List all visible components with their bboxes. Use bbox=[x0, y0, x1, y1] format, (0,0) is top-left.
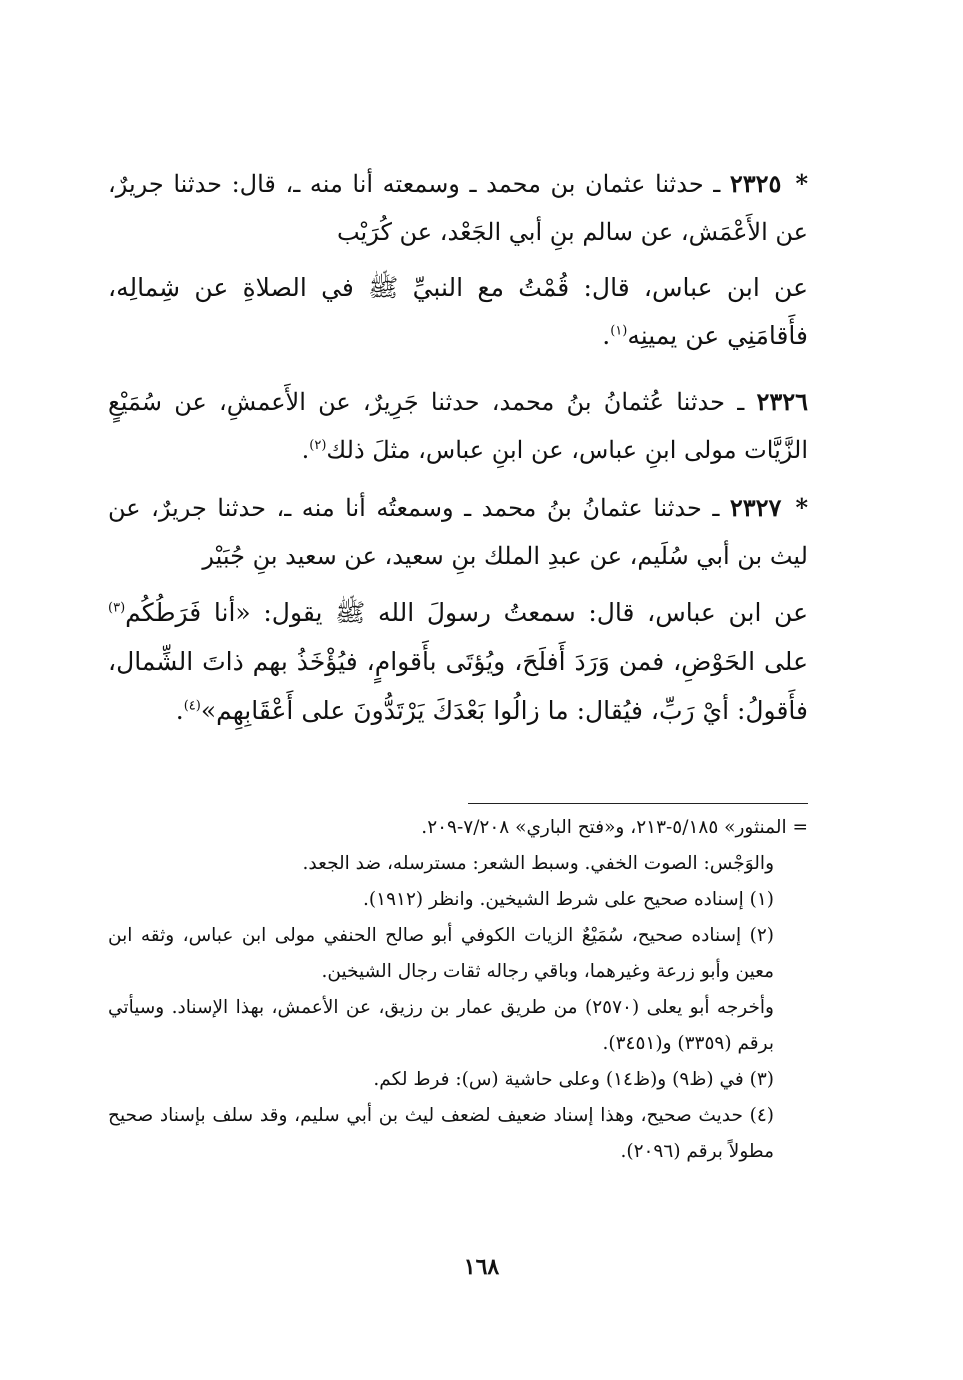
hadith-number: ٢٣٢٦ bbox=[756, 387, 808, 416]
hadith-text: ـ حدثنا عُثمانُ بنُ محمد، حدثنا جَرِيرٌ، عن الأَعمشِ، عن سُمَيْعٍ الزَّيَّات مولى ابنِ عباس، عن ابنِ عباس، مثلَ ذلك bbox=[108, 388, 808, 464]
matn-text-start: عن ابن عباس، قال: سمعتُ رسولَ الله ﷺ يقول: «أنا فَرَطُكُم bbox=[125, 598, 808, 627]
footnote-mark-3: (٣) bbox=[108, 600, 126, 616]
star-marker: * bbox=[795, 493, 808, 522]
footnote-3: (٣) في (ظ٩) و(ظ١٤) وعلى حاشية (س): فرط لكم. bbox=[373, 1069, 774, 1090]
footnote-2-continued: وأخرجه أبو يعلى (٢٥٧٠) من طريق عمار بن رزيق، عن الأعمش، بهذا الإسناد. وسيأتي برقم (٣٣٥٩) و(٣٤٥١). bbox=[108, 997, 774, 1054]
page-number: ١٦٨ bbox=[463, 1254, 500, 1280]
footnote-continued: = المنثور» ٥/١٨٥-٢١٣، و«فتح الباري» ٧/٢٠٨-٢٠٩. bbox=[421, 817, 808, 838]
hadith-2325-isnad bbox=[108, 160, 808, 256]
matn-text: عن ابن عباس، قال: قُمْتُ مع النبيِّ ﷺ في الصلاةِ عن شِمالِه، فأَقامَنِي عن يمينِه bbox=[108, 273, 808, 350]
hadith-2327-isnad bbox=[108, 484, 808, 580]
footnote-1: (١) إسناده صحيح على شرط الشيخين. وانظر (١٩١٢). bbox=[363, 889, 774, 910]
end-punct: . bbox=[175, 696, 184, 725]
footnote-mark: (١) bbox=[610, 323, 628, 339]
footnotes bbox=[108, 810, 808, 1170]
footnote-4: (٤) حديث صحيح، وهذا إسناد ضعيف لضعف ليث بن أبي سليم، وقد سلف بإسناد صحيح مطولاً برقم (٢٠٩٦). bbox=[108, 1105, 774, 1162]
hadith-number: ٢٣٢٧ bbox=[729, 493, 782, 522]
end-punct: . bbox=[301, 436, 310, 464]
footnote-continued-2: والوَجْس: الصوت الخفي. وسبط الشعر: مسترسله، ضد الجعد. bbox=[302, 853, 774, 874]
hadith-number: ٢٣٢٥ bbox=[729, 169, 782, 198]
matn-text-end: على الحَوْضِ، فمن وَرَدَ أَفلَحَ، ويُؤتَى بأَقوامٍ، فيُؤْخَذُ بهم ذاتَ الشِّمال، فأَقولُ: أيْ رَبِّ، فيُقال: ما زالُوا بَعْدَكَ يَرْتَدُّونَ على أَعْقَابِهِم» bbox=[108, 647, 808, 725]
hadith-2327-matn bbox=[108, 588, 808, 735]
footnote-mark: (٢) bbox=[309, 438, 327, 453]
isnad-text: ـ حدثنا عثمانُ بنُ محمد ـ وسمعتُه أنا منه ـ، حدثنا جريرٌ، عن ليث بن أبي سُلَيم، عن عبدِ الملك بنِ سعيد، عن سعيد بنِ جُبَيْر bbox=[108, 494, 808, 570]
footnote-separator bbox=[468, 803, 808, 804]
footnote-2: (٢) إسناده صحيح، سُمَيْعٌ الزيات الكوفي أبو صالح الحنفي مولى ابن عباس، وثقه ابن معين وأبو زرعة وغيرهما، وباقي رجاله ثقات رجال الشيخين. bbox=[108, 925, 774, 982]
end-punct: . bbox=[602, 321, 611, 350]
star-marker: * bbox=[795, 169, 808, 198]
footnote-mark-4: (٤) bbox=[183, 698, 201, 714]
hadith-2325-matn bbox=[108, 264, 808, 360]
isnad-text: ـ حدثنا عثمان بن محمد ـ وسمعته أنا منه ـ، قال: حدثنا جريرٌ، عن الأَعْمَش، عن سالم بنِ أبي الجَعْد، عن كُرَيْب bbox=[108, 170, 808, 246]
hadith-2326 bbox=[108, 378, 808, 474]
